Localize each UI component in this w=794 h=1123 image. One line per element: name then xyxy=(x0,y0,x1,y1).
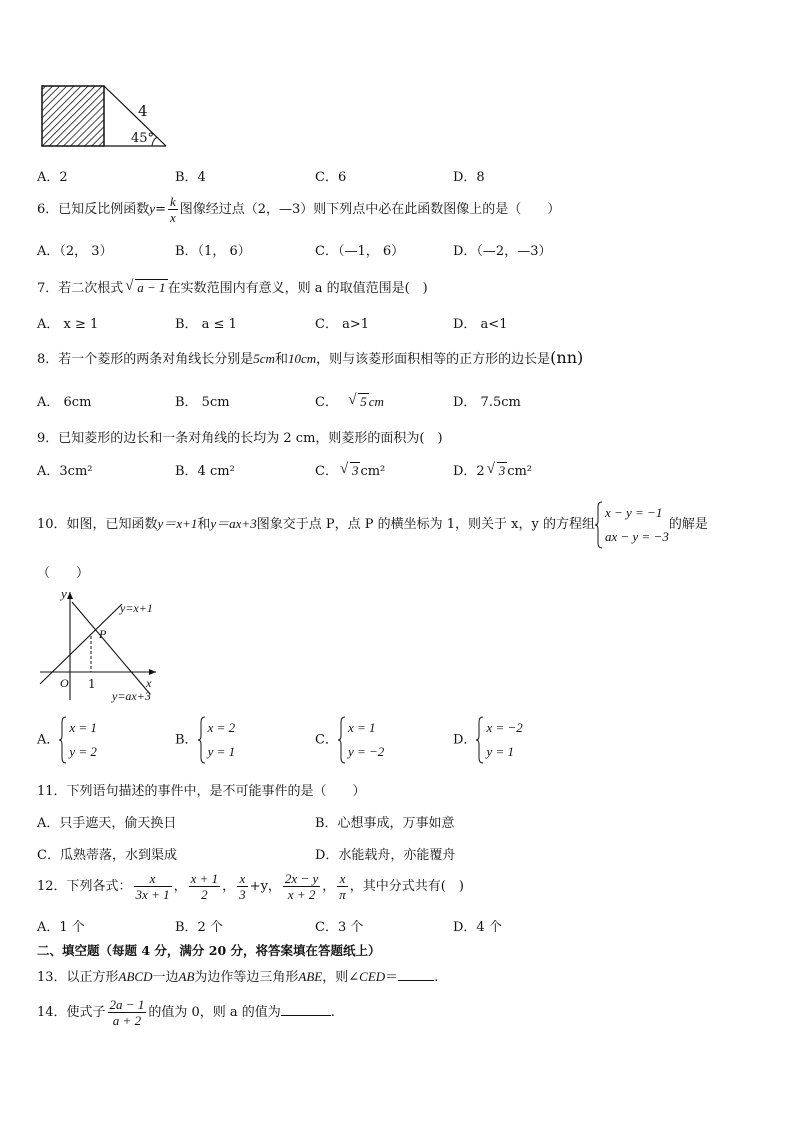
q6-option-a: A．（2， 3） xyxy=(37,244,113,259)
q7-option-d: D． a<1 xyxy=(453,317,508,332)
graph-origin-label: O xyxy=(60,676,69,690)
q8-option-c: C． √ 5 cm xyxy=(315,391,384,410)
q12-option-c: C．3 个 xyxy=(315,920,364,935)
graph-x-label: x xyxy=(146,676,152,690)
q12-question: 12．下列各式： $\frac{x}{3x + 1}$ ， $\frac{x + 1}{2}$ ， $\frac{x}{3}$ +y， $\frac{2x - y}{x + 2}$ ， $\frac{x}{\pi}$ ，其中分式共有( ) xyxy=(37,871,464,902)
q12-option-a: A．1 个 xyxy=(37,920,85,935)
q8-question: 8．若一个菱形的两条对角线长分别是5cm和10cm，则与该菱形面积相等的正方形的边长是(nn) xyxy=(37,348,584,367)
q7-question: 7．若二次根式√ a − 1 在实数范围内有意义，则 a 的取值范围是( ) xyxy=(37,277,428,296)
x-axis-arrow xyxy=(149,669,156,675)
q10-option-a: A． x = 1 y = 2 xyxy=(37,716,97,765)
q7-option-b: B． a ≤ 1 xyxy=(175,317,237,332)
q6-fraction: $\frac{k}{x}$ xyxy=(169,194,176,225)
q7-option-c: C． a>1 xyxy=(315,317,369,332)
q6-question: 6．已知反比例函数y= $\frac{k}{x}$ 图像经过点（2，—3）则下列点中必在此函数图像上的是（ ） xyxy=(37,194,561,225)
q5-option-b: B．4 xyxy=(175,170,206,185)
q11-option-d: D．水能载舟，亦能覆舟 xyxy=(315,848,456,863)
q8-option-a: A． 6cm xyxy=(37,395,92,410)
q9-question: 9．已知菱形的边长和一条对角线的长均为 2 cm，则菱形的面积为( ) xyxy=(37,431,443,446)
q14-question: 14．使式子 $\frac{2a - 1}{a + 2}$ 的值为 0，则 a 的值为 . xyxy=(37,997,335,1028)
q5-option-a: A．2 xyxy=(37,170,68,185)
q10-option-c: C． x = 1 y = −2 xyxy=(315,716,384,765)
q14-answer-blank[interactable] xyxy=(281,1015,331,1016)
graph-point-p-label: P xyxy=(99,627,107,641)
q12-option-b: B．2 个 xyxy=(175,920,223,935)
q8-option-b: B． 5cm xyxy=(175,395,230,410)
q9-option-b: B．4 cm² xyxy=(175,464,235,479)
q10-equation-system: x − y = −1 ax − y = −3 xyxy=(595,501,669,549)
graph-line2-label: y=ax+3 xyxy=(112,689,151,703)
q5-option-c: C．6 xyxy=(315,170,347,185)
hatched-square xyxy=(42,86,104,146)
q9-option-c: C．√ 3 cm² xyxy=(315,460,385,479)
section-heading-fill-in: 二、填空题（每题 4 分，满分 20 分，将答案填在答题纸上） xyxy=(37,943,381,958)
q5-option-d: D．8 xyxy=(453,170,485,185)
q10-question: 10．如图，已知函数y＝x+1和y＝ax+3图象交于点 P，点 P 的横坐标为 1，则关于 x，y 的方程组 x − y = −1 ax − y = −3 的解是 xyxy=(37,500,708,549)
q11-option-b: B．心想事成，万事如意 xyxy=(315,816,455,831)
figure-angle-label: 45° xyxy=(131,131,155,146)
graph-line1-label: y=x+1 xyxy=(120,601,153,615)
q10-option-d: D． x = −2 y = 1 xyxy=(453,716,523,765)
q6-option-d: D．（—2，—3） xyxy=(453,244,552,259)
q6-option-c: C．（—1， 6） xyxy=(315,244,405,259)
figure-side-label: 4 xyxy=(138,102,148,120)
q8-option-d: D． 7.5cm xyxy=(453,395,521,410)
graph-y-label: y xyxy=(61,586,67,601)
q10-option-b: B． x = 2 y = 1 xyxy=(175,716,235,765)
q12-option-d: D．4 个 xyxy=(453,920,502,935)
q7-option-a: A． x ≥ 1 xyxy=(37,317,99,332)
q6-option-b: B．（1， 6） xyxy=(175,244,251,259)
q13-question: 13．以正方形ABCD一边AB为边作等边三角形ABE，则∠CED＝ . xyxy=(37,969,439,985)
q9-option-d: D．2√ 3 cm² xyxy=(453,460,532,479)
q10-answer-paren: （ ） xyxy=(37,566,90,581)
q9-option-a: A．3cm² xyxy=(37,464,93,479)
y-axis-arrow xyxy=(67,592,73,599)
q11-option-c: C．瓜熟蒂落，水到渠成 xyxy=(37,848,177,863)
graph-tick-1-label: 1 xyxy=(88,677,96,691)
q11-option-a: A．只手遮天，偷天换日 xyxy=(37,816,177,831)
q13-answer-blank[interactable] xyxy=(398,980,434,981)
q11-question: 11．下列语句描述的事件中，是不可能事件的是（ ） xyxy=(37,784,366,799)
